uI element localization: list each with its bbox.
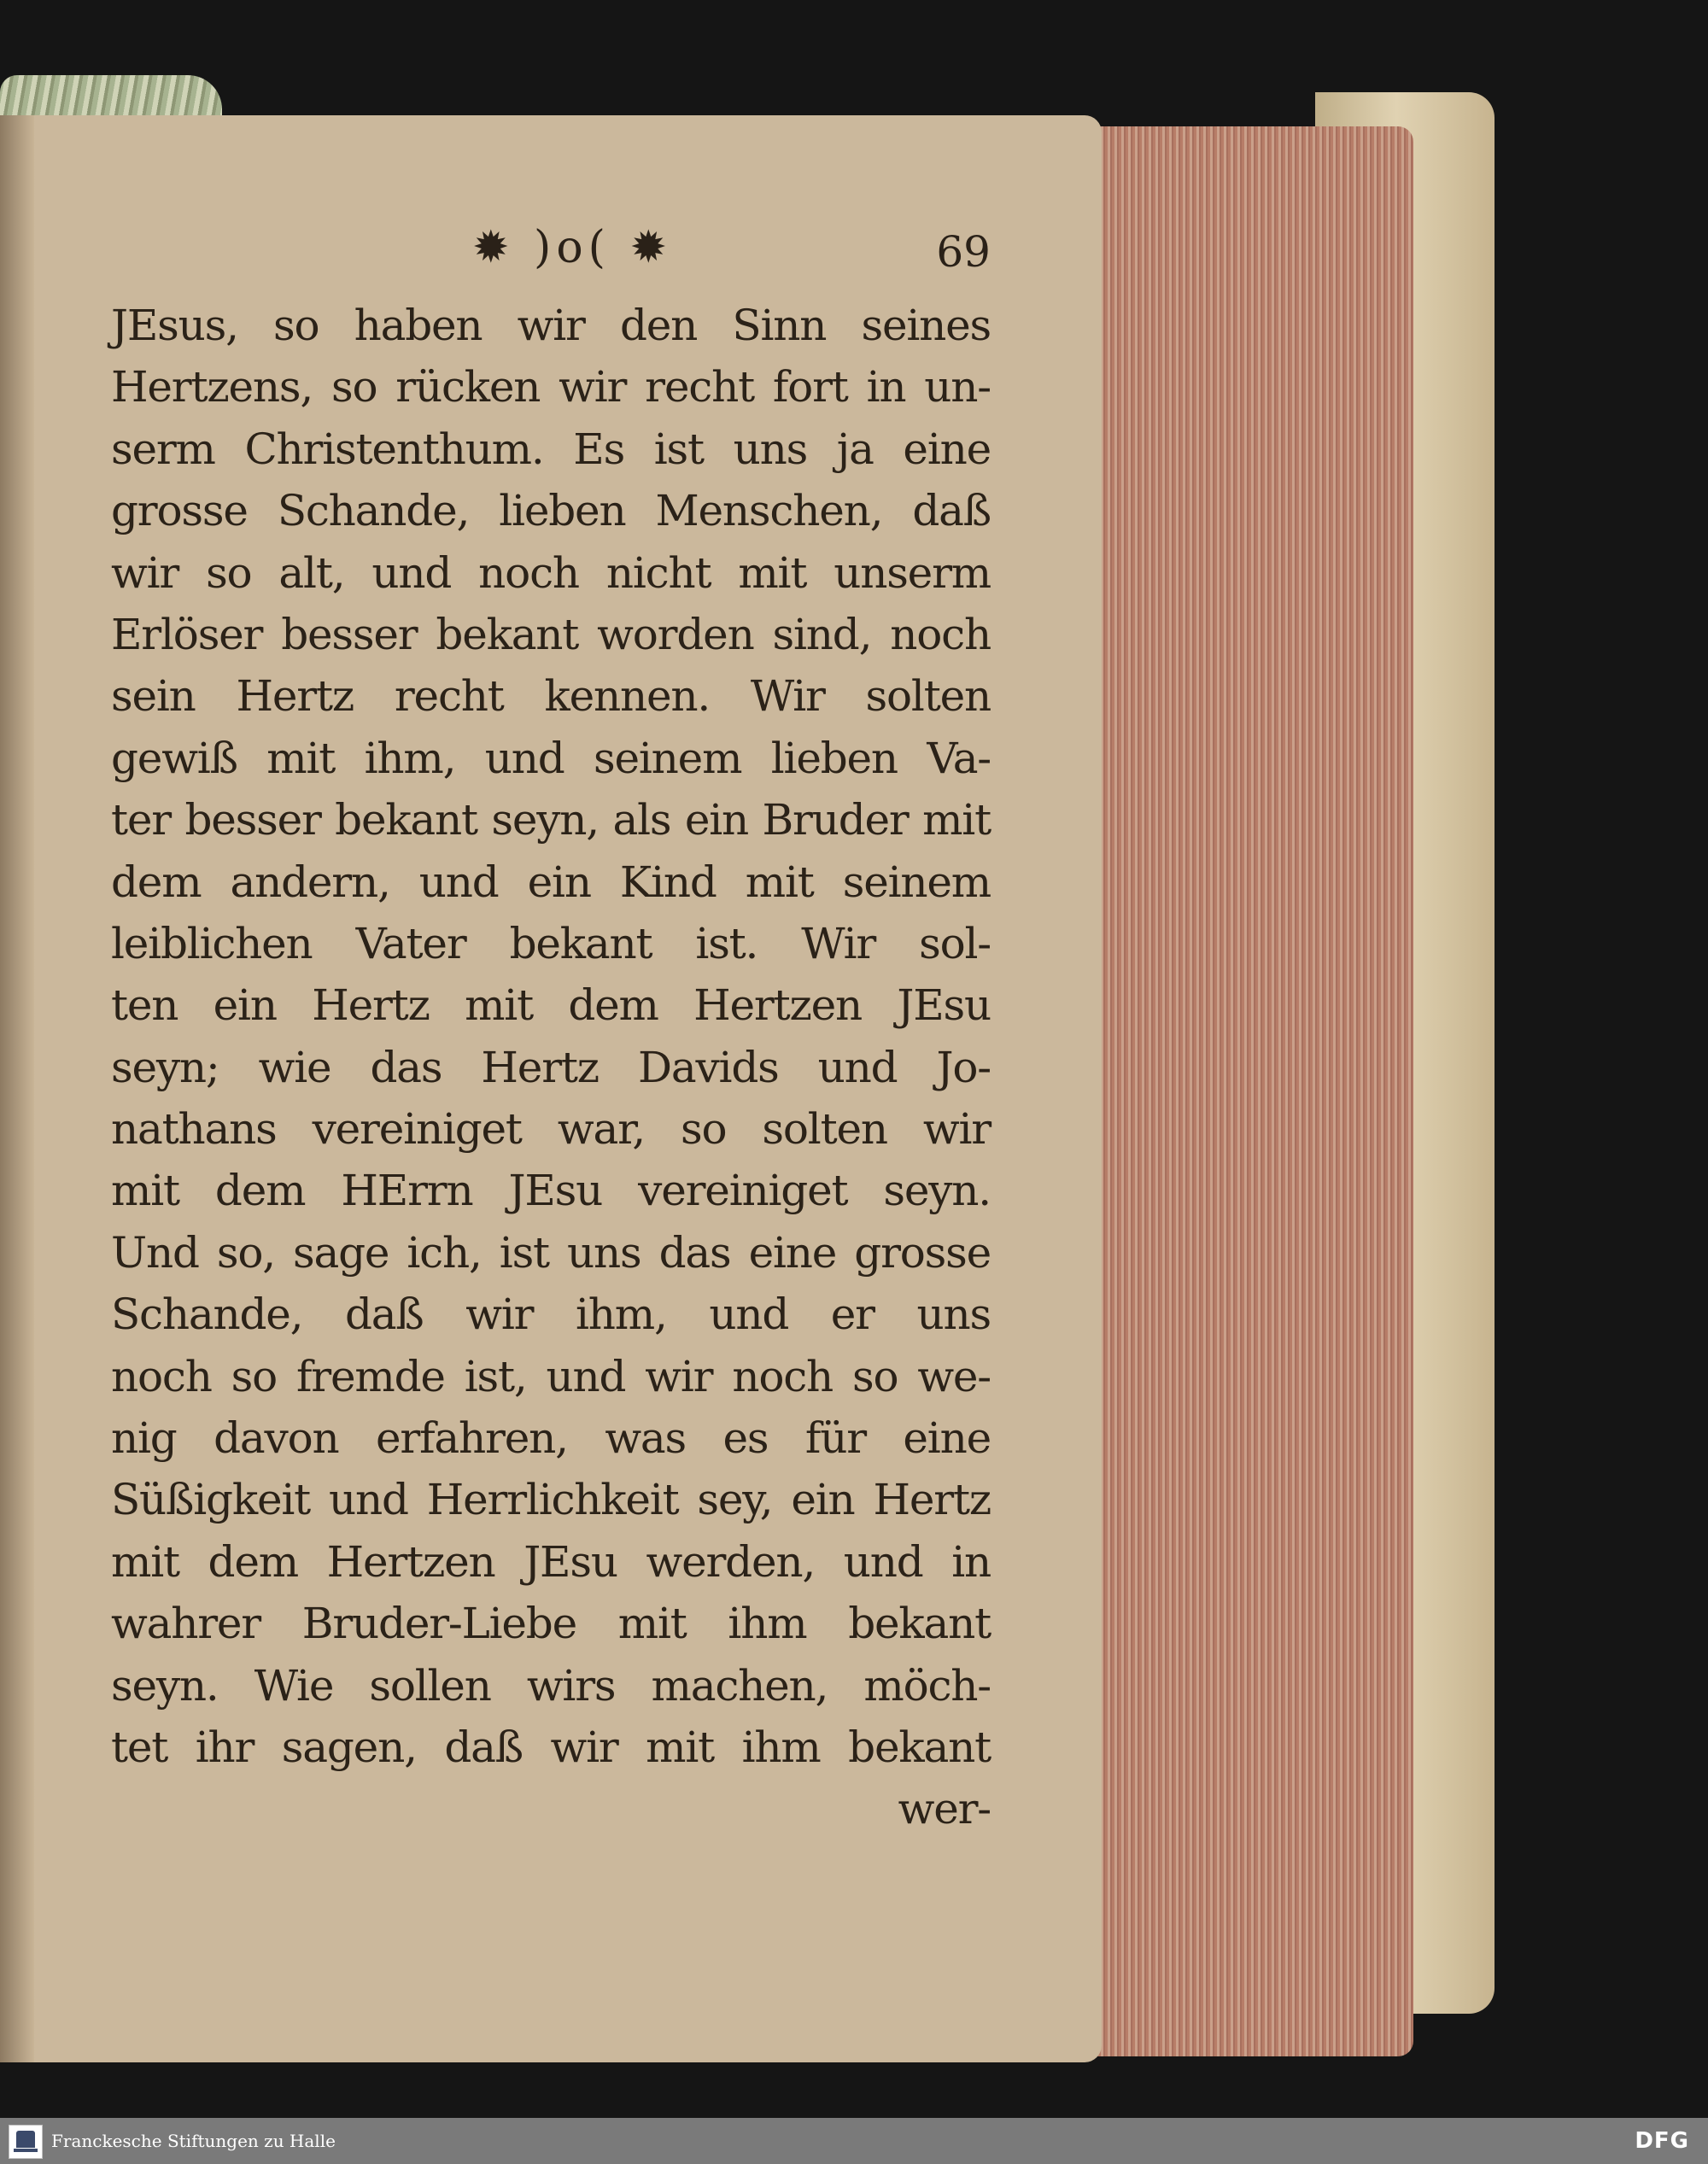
text-line: nig davon erfahren, was es für eine: [111, 1413, 991, 1464]
book-spine-top: [0, 75, 222, 120]
text-line: wir so alt, und noch nicht mit unserm: [111, 547, 991, 598]
text-line: gewiß mit ihm, und seinem lieben Va-: [111, 733, 991, 783]
text-line: wahrer Bruder-Liebe mit ihm bekant: [111, 1599, 991, 1649]
text-line: Süßigkeit und Herrlichkeit sey, ein Hertz: [111, 1475, 991, 1525]
text-line: grosse Schande, lieben Menschen, daß: [111, 486, 991, 536]
footer-institution-label[interactable]: Franckesche Stiftungen zu Halle: [51, 2131, 336, 2151]
viewer-footer: [0, 2118, 1708, 2164]
text-line: ten ein Hertz mit dem Hertzen JEsu: [111, 980, 991, 1031]
page-fore-edge: [1085, 126, 1413, 2056]
text-line: seyn. Wie sollen wirs machen, möch-: [111, 1660, 991, 1711]
text-line: Erlöser besser bekant worden sind, noch: [111, 609, 991, 659]
text-line: leiblichen Vater bekant ist. Wir sol-: [111, 918, 991, 968]
text-line: dem andern, und ein Kind mit seinem: [111, 857, 991, 907]
text-line: seyn; wie das Hertz Davids und Jo-: [111, 1042, 991, 1092]
text-line: Und so, sage ich, ist uns das eine grosse: [111, 1227, 991, 1278]
text-line: nathans vereiniget war, so solten wir: [111, 1104, 991, 1155]
franckesche-stiftungen-logo-icon[interactable]: [9, 2125, 43, 2159]
text-line: JEsus, so haben wir den Sinn seines: [111, 301, 991, 350]
catchword: wer-: [898, 1784, 991, 1834]
text-line: ter besser bekant seyn, als ein Bruder mit: [111, 795, 991, 845]
running-head: [111, 222, 991, 282]
page-text: [111, 295, 991, 1840]
text-line: sein Hertz recht kennen. Wir solten: [111, 671, 991, 722]
text-line: Schande, daß wir ihm, und er uns: [111, 1290, 991, 1340]
dfg-logo[interactable]: DFG: [1635, 2128, 1689, 2154]
page-number: 69: [936, 227, 991, 277]
text-line: serm Christenthum. Es ist uns ja eine: [111, 424, 991, 474]
page-gutter: [0, 115, 34, 2062]
header-ornament: ✹ )o( ✹: [471, 222, 673, 273]
text-line: noch so fremde ist, und wir noch so we-: [111, 1351, 991, 1401]
text-line: mit dem HErrn JEsu vereiniget seyn.: [111, 1166, 991, 1216]
text-line: Hertzens, so rücken wir recht fort in un-: [111, 362, 991, 412]
text-line: mit dem Hertzen JEsu werden, und in: [111, 1536, 991, 1587]
text-line: tet ihr sagen, daß wir mit ihm bekant: [111, 1722, 991, 1772]
